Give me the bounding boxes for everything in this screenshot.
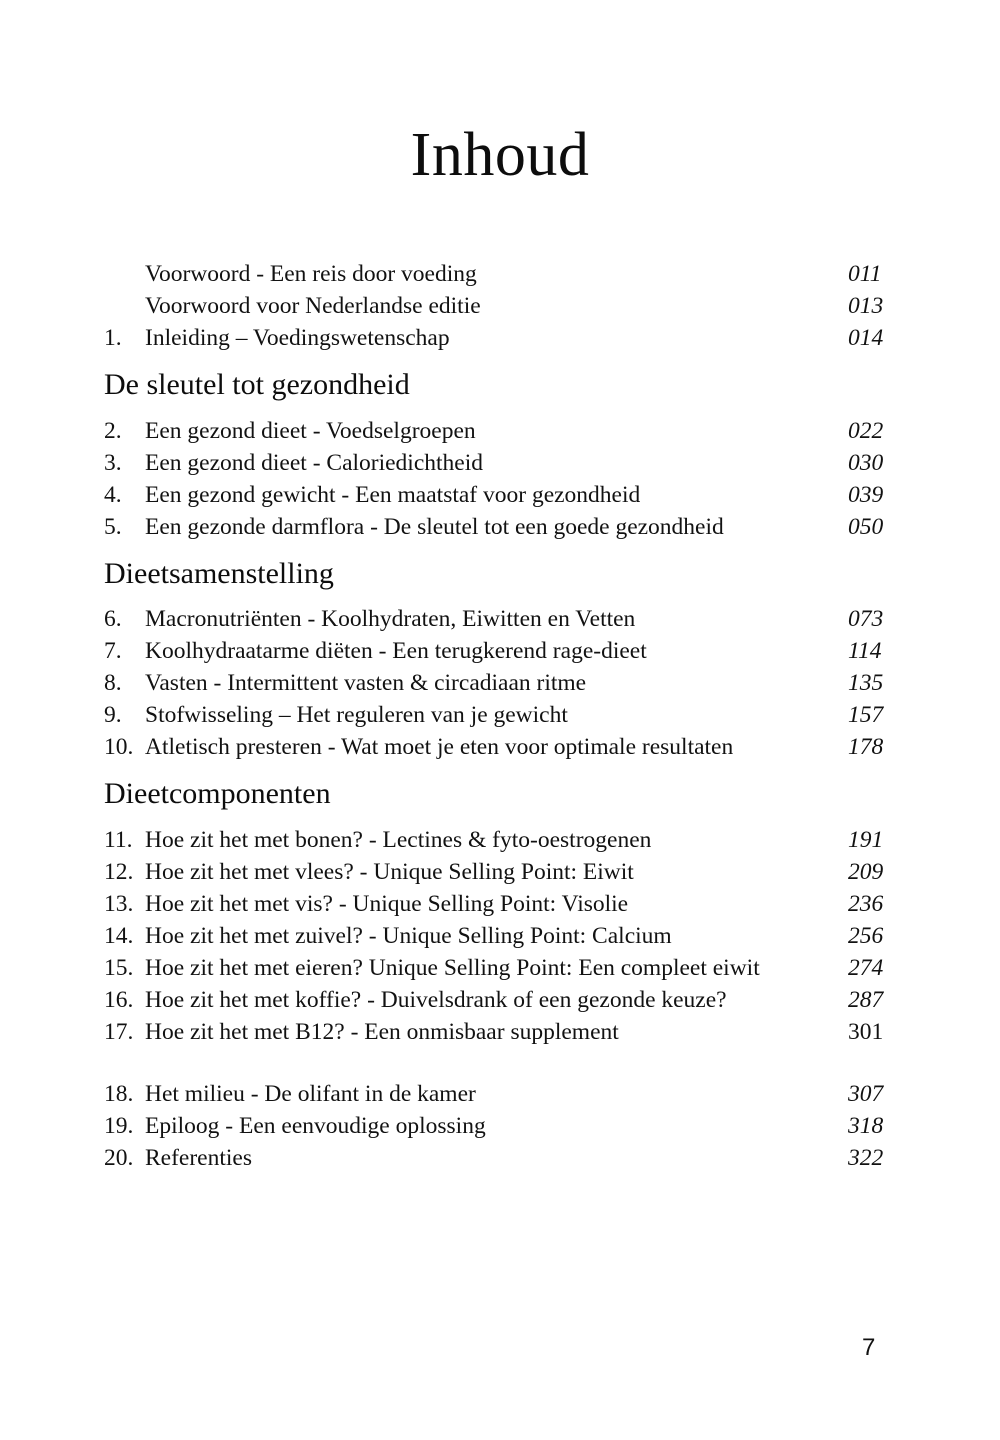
entry-number: 19. (104, 1112, 134, 1139)
entry-title: Vasten - Intermittent vasten & circadiaan ritme (145, 670, 587, 697)
toc-entry[interactable] (104, 920, 894, 952)
entry-number: 6. (104, 606, 122, 633)
section-heading: Dieetsamenstelling (104, 556, 334, 590)
entry-title: Hoe zit het met koffie? - Duivelsdrank of een gezonde keuze? (145, 986, 727, 1013)
toc-entry[interactable] (104, 888, 894, 920)
entry-number: 17. (104, 1018, 134, 1045)
entry-number: 3. (104, 449, 122, 476)
toc-entry[interactable] (104, 603, 894, 635)
entry-number: 15. (104, 954, 134, 981)
entry-title: Hoe zit het met bonen? - Lectines & fyto-oestrogenen (145, 826, 652, 853)
page-title: Inhoud (410, 121, 590, 189)
entry-page-number: 322 (848, 1144, 884, 1171)
entry-page-number: 236 (848, 890, 884, 917)
entry-title: Epiloog - Een eenvoudige oplossing (145, 1112, 486, 1139)
entry-page-number: 050 (848, 513, 884, 540)
entry-page-number: 256 (848, 922, 884, 949)
entry-number: 10. (104, 734, 134, 761)
toc-entry[interactable] (104, 1110, 894, 1142)
entry-title: Hoe zit het met vis? - Unique Selling Point: Visolie (145, 890, 629, 917)
toc-entry[interactable] (104, 635, 894, 667)
toc-entry-group (104, 258, 894, 354)
folio-page-number: 7 (862, 1334, 876, 1361)
entry-page-number: 307 (848, 1080, 884, 1107)
toc-entry[interactable] (104, 322, 894, 354)
toc-list (104, 258, 894, 1174)
entry-title: Voorwoord voor Nederlandse editie (145, 293, 481, 319)
entry-title: Inleiding – Voedingswetenschap (145, 325, 450, 351)
toc-entry[interactable] (104, 1016, 894, 1048)
toc-entry[interactable] (104, 731, 894, 763)
toc-entry[interactable] (104, 447, 894, 479)
entry-number: 12. (104, 858, 134, 885)
entry-page-number: 274 (848, 954, 884, 981)
toc-entry[interactable] (104, 511, 894, 543)
entry-title: Een gezond dieet - Voedselgroepen (145, 417, 476, 444)
toc-entry[interactable] (104, 667, 894, 699)
entry-page-number: 135 (848, 670, 884, 697)
entry-page-number: 073 (848, 606, 884, 633)
entry-title: Een gezond dieet - Caloriedichtheid (145, 449, 484, 476)
entry-page-number: 039 (848, 481, 884, 508)
entry-page-number: 030 (848, 449, 884, 476)
entry-page-number: 209 (848, 858, 884, 885)
entry-spacer (104, 1048, 894, 1078)
toc-entry[interactable] (104, 415, 894, 447)
toc-entry[interactable] (104, 856, 894, 888)
toc-entry-group (104, 824, 894, 1174)
entry-number: 8. (104, 670, 122, 697)
toc-entry[interactable] (104, 952, 894, 984)
entry-title: Hoe zit het met eieren? Unique Selling Point: Een compleet eiwit (145, 954, 760, 981)
entry-number: 16. (104, 986, 134, 1013)
entry-title: Atletisch presteren - Wat moet je eten voor optimale resultaten (145, 734, 734, 761)
entry-title: Koolhydraatarme diëten - Een terugkerend rage-dieet (145, 638, 647, 665)
entry-page-number: 022 (848, 417, 884, 444)
toc-entry[interactable] (104, 1078, 894, 1110)
toc-entry[interactable] (104, 479, 894, 511)
entry-title: Hoe zit het met vlees? - Unique Selling Point: Eiwit (145, 858, 634, 885)
toc-entry[interactable] (104, 1142, 894, 1174)
section-heading: Dieetcomponenten (104, 777, 331, 811)
entry-title: Stofwisseling – Het reguleren van je gewicht (145, 702, 568, 729)
entry-title: Referenties (145, 1144, 253, 1171)
entry-page-number: 157 (848, 702, 884, 729)
entry-page-number: 011 (848, 261, 882, 287)
entry-page-number: 013 (848, 293, 884, 319)
entry-number: 20. (104, 1144, 134, 1171)
entry-number: 7. (104, 638, 122, 665)
toc-entry-group (104, 415, 894, 543)
entry-number: 4. (104, 481, 122, 508)
entry-page-number: 178 (848, 734, 884, 761)
section-heading: De sleutel tot gezondheid (104, 368, 410, 401)
entry-number: 11. (104, 826, 133, 853)
entry-number: 2. (104, 417, 122, 444)
entry-page-number: 301 (848, 1018, 884, 1045)
entry-page-number: 014 (848, 325, 884, 351)
toc-entry[interactable] (104, 290, 894, 322)
toc-entry[interactable] (104, 258, 894, 290)
entry-page-number: 318 (848, 1112, 884, 1139)
entry-title: Een gezond gewicht - Een maatstaf voor gezondheid (145, 481, 641, 508)
entry-title: Hoe zit het met zuivel? - Unique Selling Point: Calcium (145, 922, 672, 949)
entry-title: Voorwoord - Een reis door voeding (145, 261, 477, 287)
toc-entry-group (104, 603, 894, 763)
entry-page-number: 114 (848, 638, 882, 665)
entry-title: Het milieu - De olifant in de kamer (145, 1080, 476, 1107)
entry-number: 13. (104, 890, 134, 917)
entry-title: Hoe zit het met B12? - Een onmisbaar supplement (145, 1018, 619, 1045)
entry-number: 5. (104, 513, 122, 540)
entry-number: 14. (104, 922, 134, 949)
toc-entry[interactable] (104, 824, 894, 856)
entry-number: 18. (104, 1080, 134, 1107)
entry-title: Een gezonde darmflora - De sleutel tot een goede gezondheid (145, 513, 724, 540)
entry-page-number: 191 (848, 826, 884, 853)
entry-number: 1. (104, 325, 122, 351)
toc-entry[interactable] (104, 699, 894, 731)
entry-title: Macronutriënten - Koolhydraten, Eiwitten en Vetten (145, 606, 636, 633)
entry-number: 9. (104, 702, 122, 729)
entry-page-number: 287 (848, 986, 884, 1013)
toc-entry[interactable] (104, 984, 894, 1016)
